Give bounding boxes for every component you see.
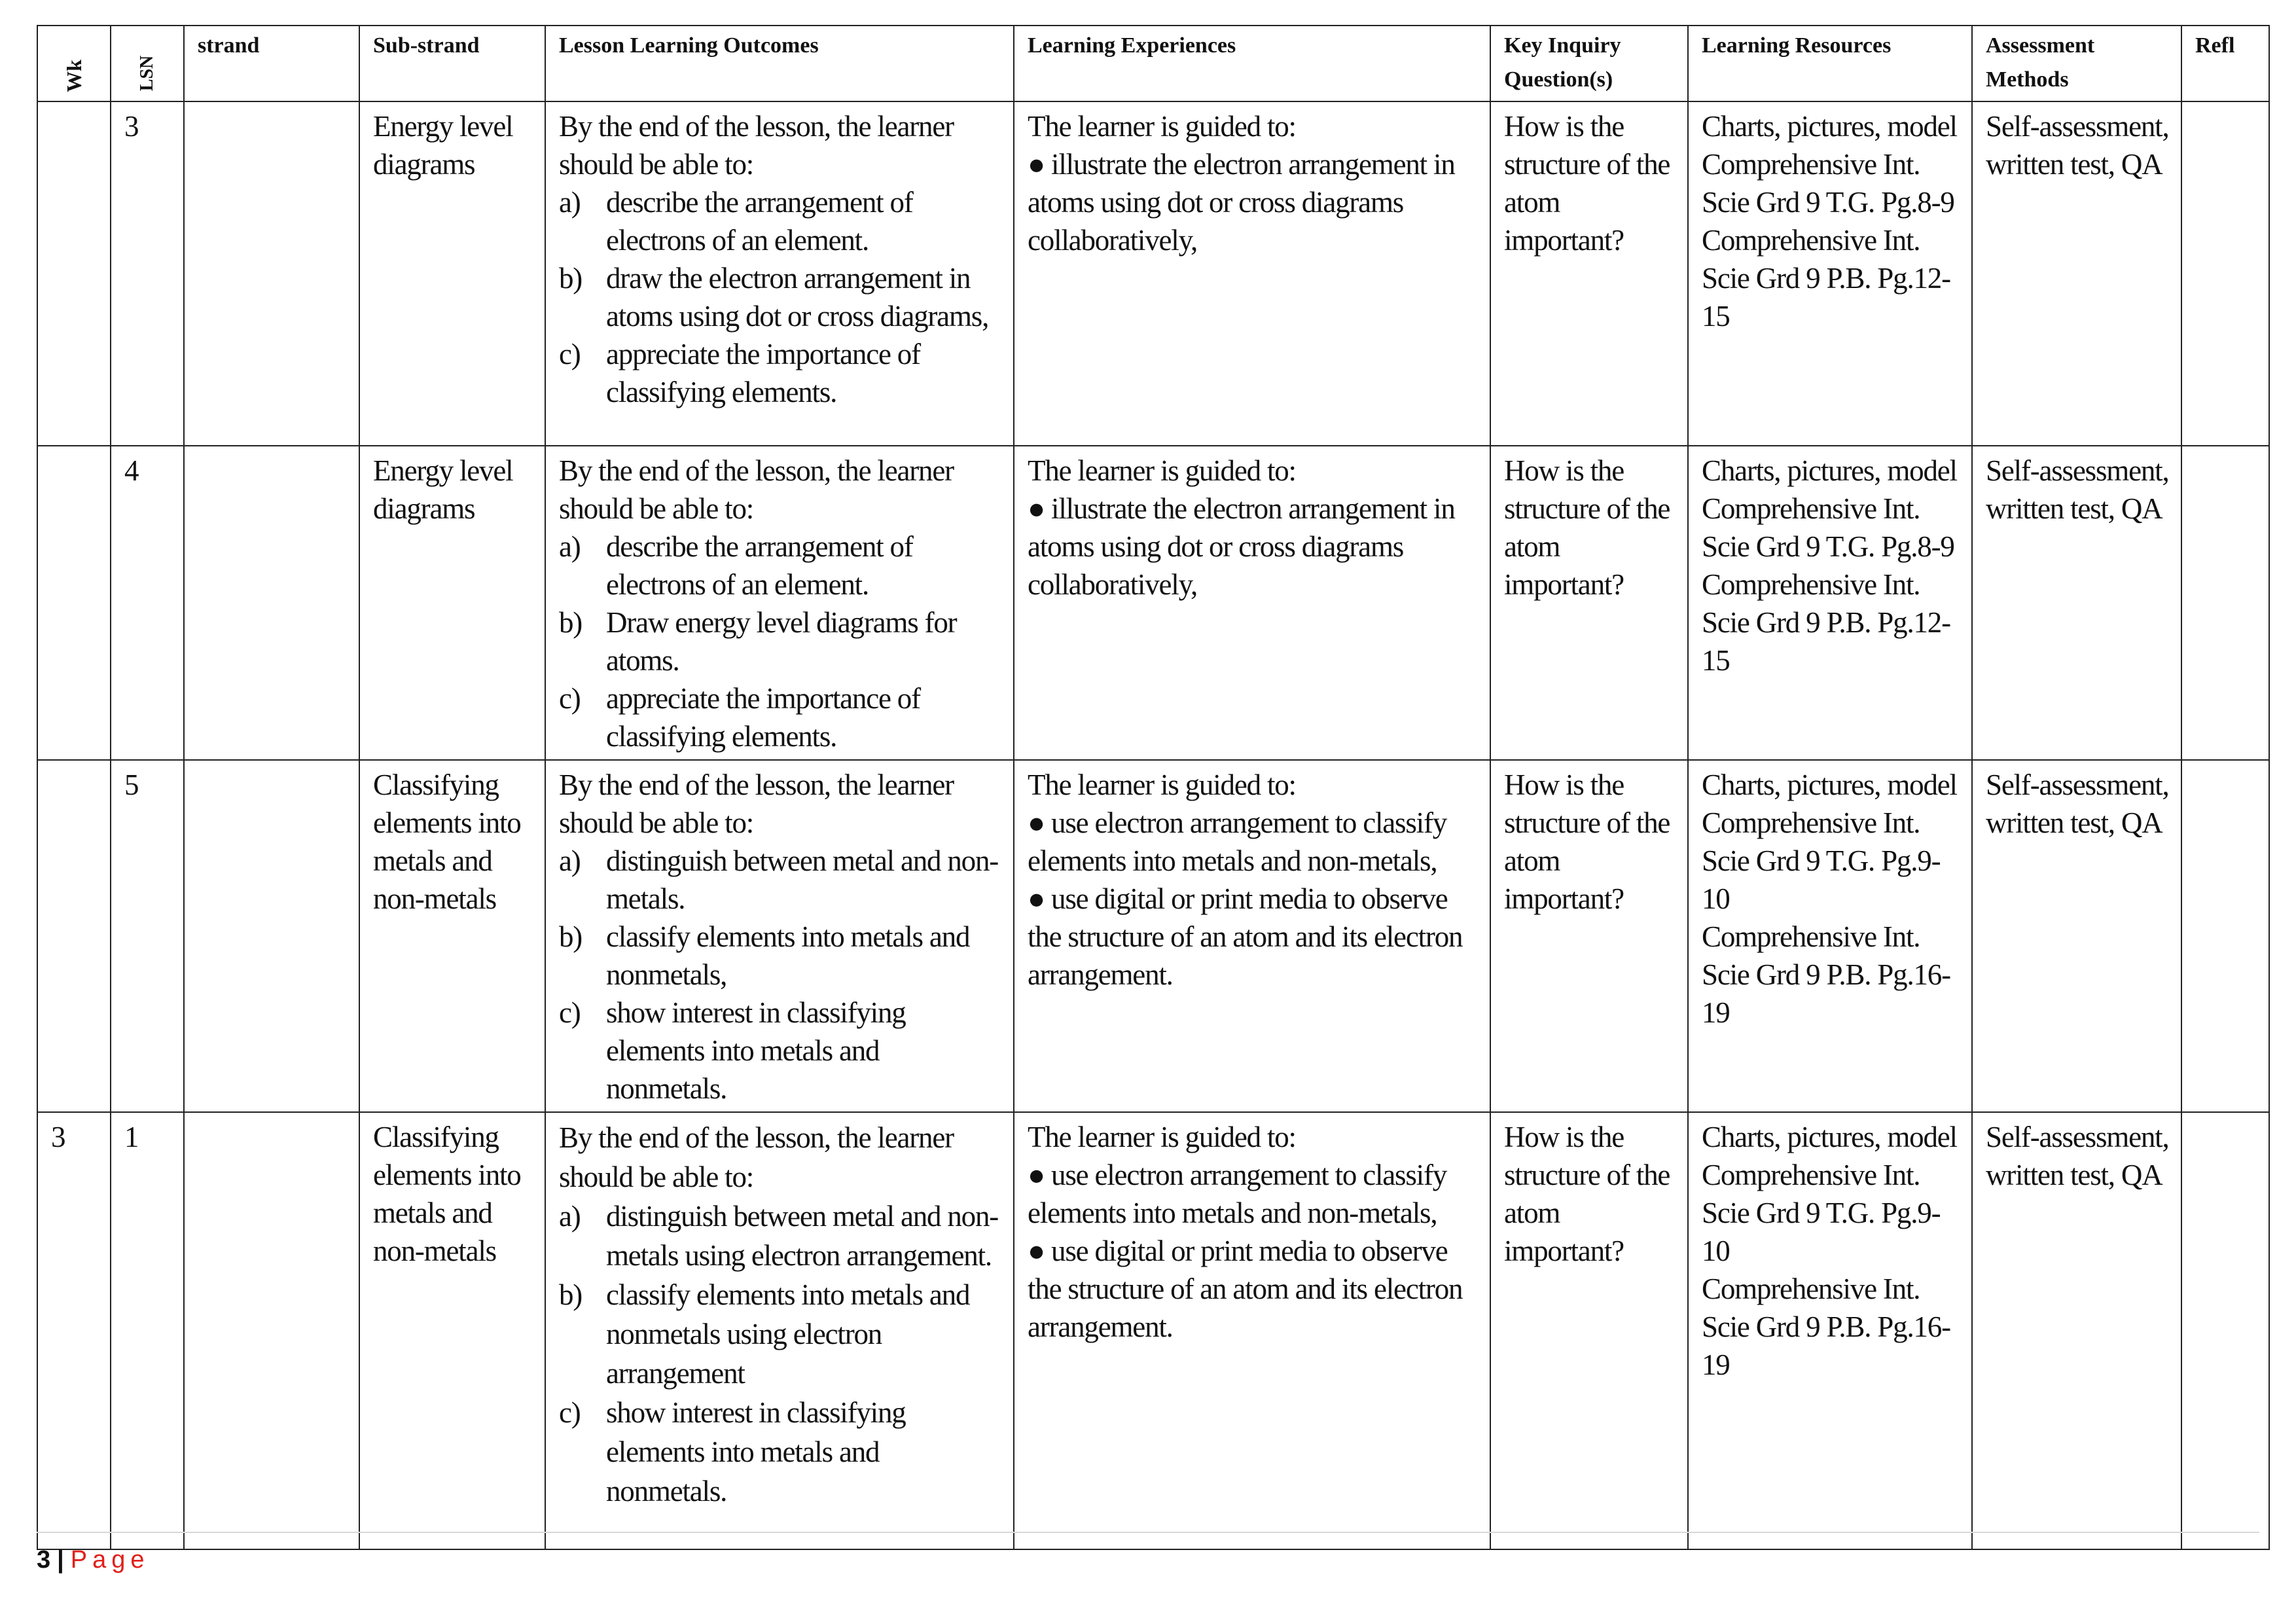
resources-cell — [1688, 101, 1972, 446]
header-learning-experiences: Learning Experiences — [1014, 26, 1490, 101]
outcome-text: Draw energy level diagrams for atoms. — [606, 606, 957, 677]
strand-cell — [184, 760, 359, 1112]
lesson-row — [37, 446, 2269, 760]
outcomes-list — [559, 842, 1004, 1108]
experiences-cell — [1014, 101, 1490, 446]
experience-item: ● use electron arrangement to classify elements into metals and non-metals, — [1028, 1159, 1447, 1229]
reflection-cell — [2181, 446, 2269, 760]
substrand-cell: Energy level diagrams — [359, 101, 545, 446]
page-separator: | — [57, 1546, 64, 1574]
outcome-text: show interest in classifying elements into metals and nonmetals. — [606, 996, 906, 1105]
assessment-cell: Self-assessment, written test, QA — [1972, 1112, 2181, 1549]
outcome-marker: c) — [559, 996, 581, 1029]
substrand-cell: Classifying elements into metals and non-metals — [359, 1112, 545, 1549]
page-number: 3 — [37, 1546, 51, 1574]
substrand-cell: Classifying elements into metals and non-metals — [359, 760, 545, 1112]
resources-cell — [1688, 1112, 1972, 1549]
lesson-number-cell: 3 — [111, 101, 184, 446]
scheme-of-work-sheet — [37, 25, 2262, 1550]
outcome-text: distinguish between metal and non-metals using electron arrangement. — [606, 1200, 999, 1272]
outcome-marker: b) — [559, 606, 583, 639]
outcomes-cell — [545, 101, 1014, 446]
inquiry-cell: How is the structure of the atom important? — [1490, 760, 1688, 1112]
resource-item: Comprehensive Int. Scie Grd 9 T.G. Pg.8-9 — [1702, 148, 1954, 219]
reflection-cell — [2181, 1112, 2269, 1549]
reflection-cell — [2181, 760, 2269, 1112]
outcome-marker: c) — [559, 338, 581, 370]
assessment-cell: Self-assessment, written test, QA — [1972, 101, 2181, 446]
experience-item: ● illustrate the electron arrangement in atoms using dot or cross diagrams collaboratively, — [1028, 148, 1455, 257]
experiences-cell — [1014, 760, 1490, 1112]
outcome-text: classify elements into metals and nonmetals, — [606, 920, 970, 991]
lesson-number-cell: 4 — [111, 446, 184, 760]
outcome-text: classify elements into metals and nonmetals using electron arrangement — [606, 1278, 970, 1390]
week-cell — [37, 101, 111, 446]
experiences-cell — [1014, 446, 1490, 760]
outcome-text: appreciate the importance of classifying elements. — [606, 682, 920, 753]
inquiry-cell: How is the structure of the atom important? — [1490, 101, 1688, 446]
header-assessment-methods: Assessment Methods — [1972, 26, 2181, 101]
resource-item: Comprehensive Int. Scie Grd 9 P.B. Pg.16-19 — [1702, 1272, 1950, 1381]
lesson-row — [37, 101, 2269, 446]
outcome-item — [559, 994, 1004, 1108]
header-substrand: Sub-strand — [359, 26, 545, 101]
header-learning-outcomes: Lesson Learning Outcomes — [545, 26, 1014, 101]
header-week: Wk — [37, 26, 111, 101]
assessment-cell: Self-assessment, written test, QA — [1972, 446, 2181, 760]
assessment-cell: Self-assessment, written test, QA — [1972, 760, 2181, 1112]
outcome-marker: a) — [559, 1200, 581, 1233]
resource-item: Charts, pictures, model — [1702, 454, 1957, 487]
outcome-item — [559, 604, 1004, 679]
outcome-marker: a) — [559, 186, 581, 219]
outcome-item — [559, 1275, 1004, 1393]
experiences-intro: The learner is guided to: — [1028, 1121, 1296, 1153]
inquiry-cell: How is the structure of the atom important? — [1490, 446, 1688, 760]
outcomes-intro: By the end of the lesson, the learner should be able to: — [559, 768, 954, 839]
experiences-intro: The learner is guided to: — [1028, 110, 1296, 143]
resource-item: Comprehensive Int. Scie Grd 9 P.B. Pg.16-19 — [1702, 920, 1950, 1029]
resource-item: Comprehensive Int. Scie Grd 9 T.G. Pg.9-10 — [1702, 1159, 1941, 1267]
outcome-marker: b) — [559, 1278, 583, 1311]
page-footer — [37, 1532, 2259, 1575]
resources-cell — [1688, 446, 1972, 760]
outcome-text: describe the arrangement of electrons of an element. — [606, 530, 913, 601]
substrand-cell: Energy level diagrams — [359, 446, 545, 760]
lesson-number-cell: 5 — [111, 760, 184, 1112]
experience-item: ● use digital or print media to observe the structure of an atom and its electron arrangement. — [1028, 882, 1463, 991]
resource-item: Comprehensive Int. Scie Grd 9 T.G. Pg.9-10 — [1702, 806, 1941, 915]
header-reflection: Refl — [2181, 26, 2269, 101]
experiences-cell — [1014, 1112, 1490, 1549]
experience-item: ● use electron arrangement to classify elements into metals and non-metals, — [1028, 806, 1447, 877]
header-lesson-number: LSN — [111, 26, 184, 101]
strand-cell — [184, 1112, 359, 1549]
outcome-marker: b) — [559, 920, 583, 953]
experience-item: ● use digital or print media to observe the structure of an atom and its electron arrangement. — [1028, 1235, 1463, 1343]
outcome-item — [559, 1393, 1004, 1511]
outcomes-intro: By the end of the lesson, the learner should be able to: — [559, 454, 954, 525]
outcomes-cell — [545, 446, 1014, 760]
header-key-inquiry-questions: Key Inquiry Question(s) — [1490, 26, 1688, 101]
lesson-row — [37, 1112, 2269, 1549]
outcome-marker: c) — [559, 1396, 581, 1429]
experience-item: ● illustrate the electron arrangement in atoms using dot or cross diagrams collaboratively, — [1028, 492, 1455, 601]
resource-item: Comprehensive Int. Scie Grd 9 P.B. Pg.12-15 — [1702, 568, 1950, 677]
header-learning-resources: Learning Resources — [1688, 26, 1972, 101]
outcome-item — [559, 679, 1004, 755]
outcome-text: appreciate the importance of classifying elements. — [606, 338, 920, 408]
outcome-marker: a) — [559, 530, 581, 563]
outcomes-intro: By the end of the lesson, the learner should be able to: — [559, 110, 954, 181]
outcome-text: show interest in classifying elements into metals and nonmetals. — [606, 1396, 906, 1507]
resource-item: Charts, pictures, model — [1702, 1121, 1957, 1153]
week-cell — [37, 760, 111, 1112]
outcome-item — [559, 842, 1004, 918]
outcomes-list — [559, 183, 1004, 411]
outcome-item — [559, 918, 1004, 994]
lesson-number-cell: 1 — [111, 1112, 184, 1549]
outcome-item — [559, 259, 1004, 335]
experiences-intro: The learner is guided to: — [1028, 768, 1296, 801]
outcome-text: describe the arrangement of electrons of an element. — [606, 186, 913, 257]
outcome-item — [559, 335, 1004, 411]
reflection-cell — [2181, 101, 2269, 446]
lesson-row — [37, 760, 2269, 1112]
outcome-item — [559, 183, 1004, 259]
strand-cell — [184, 101, 359, 446]
inquiry-cell: How is the structure of the atom important? — [1490, 1112, 1688, 1549]
outcomes-list — [559, 1197, 1004, 1511]
outcome-marker: b) — [559, 262, 583, 295]
strand-cell — [184, 446, 359, 760]
outcome-item — [559, 528, 1004, 604]
outcomes-cell — [545, 760, 1014, 1112]
outcomes-cell — [545, 1112, 1014, 1549]
outcome-item — [559, 1197, 1004, 1275]
resource-item: Charts, pictures, model — [1702, 768, 1957, 801]
page-label: Page — [70, 1546, 150, 1574]
outcome-text: distinguish between metal and non-metals. — [606, 844, 999, 915]
header-strand: strand — [184, 26, 359, 101]
resource-item: Charts, pictures, model — [1702, 110, 1957, 143]
experiences-intro: The learner is guided to: — [1028, 454, 1296, 487]
outcomes-intro: By the end of the lesson, the learner should be able to: — [559, 1121, 954, 1193]
resource-item: Comprehensive Int. Scie Grd 9 P.B. Pg.12-15 — [1702, 224, 1950, 333]
resource-item: Comprehensive Int. Scie Grd 9 T.G. Pg.8-9 — [1702, 492, 1954, 563]
scheme-of-work-table — [37, 25, 2270, 1550]
week-cell: 3 — [37, 1112, 111, 1549]
week-cell — [37, 446, 111, 760]
resources-cell — [1688, 760, 1972, 1112]
outcome-marker: a) — [559, 844, 581, 877]
outcome-marker: c) — [559, 682, 581, 715]
outcomes-list — [559, 528, 1004, 755]
outcome-text: draw the electron arrangement in atoms using dot or cross diagrams, — [606, 262, 989, 333]
header-row — [37, 26, 2269, 101]
